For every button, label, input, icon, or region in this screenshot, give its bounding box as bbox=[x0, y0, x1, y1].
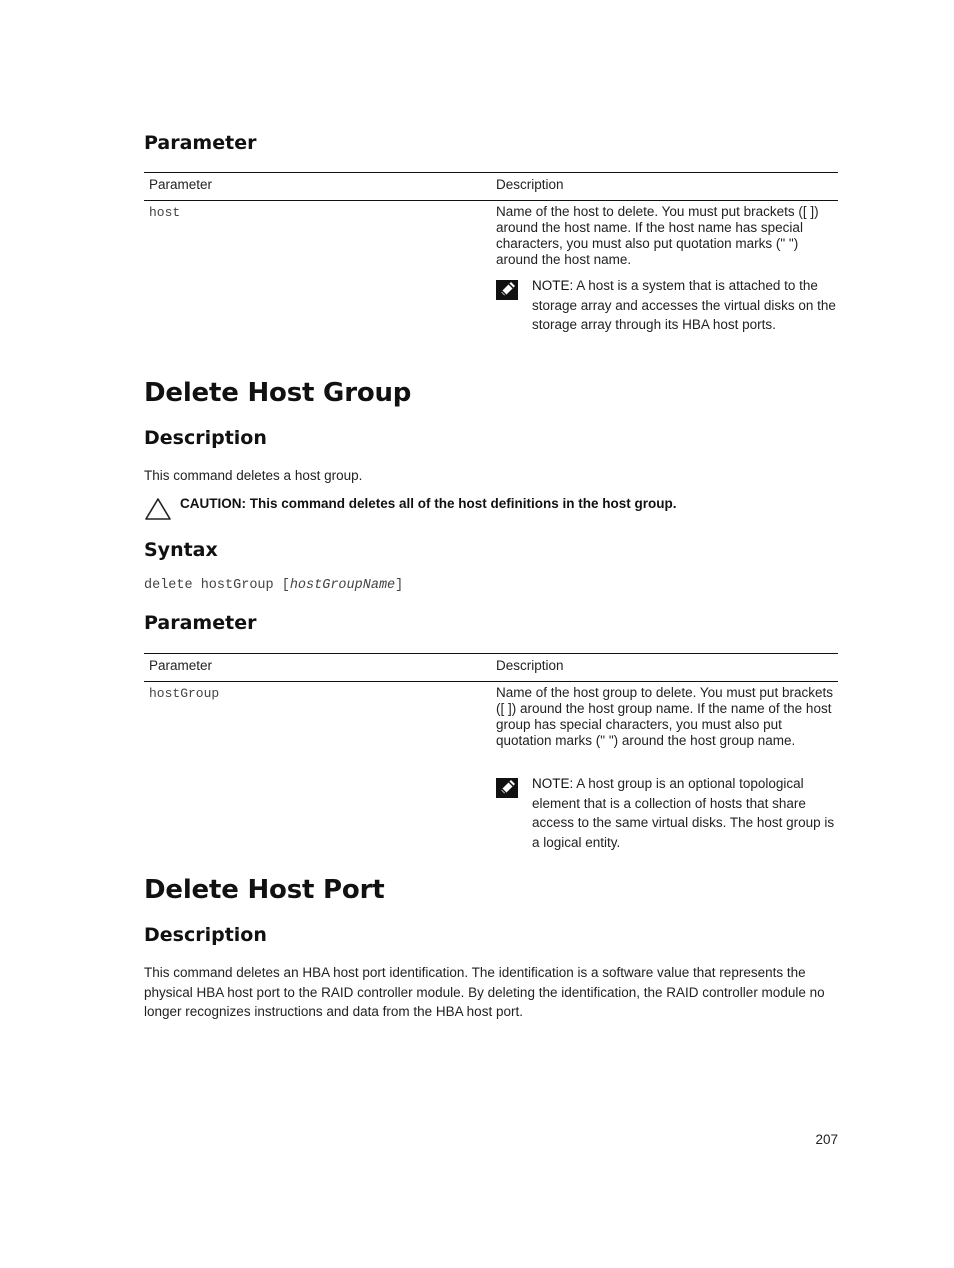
table-header-parameter: Parameter bbox=[149, 177, 213, 192]
section-title-delete-host-group: Delete Host Group bbox=[144, 378, 412, 408]
table-top-rule bbox=[144, 172, 838, 173]
table-header-description: Description bbox=[496, 658, 564, 673]
syntax-prefix: delete hostGroup [ bbox=[144, 578, 290, 593]
description-heading: Description bbox=[144, 427, 267, 449]
note-label: NOTE: bbox=[532, 776, 574, 791]
note-text bbox=[532, 774, 844, 852]
description-text: This command deletes a host group. bbox=[144, 468, 363, 483]
syntax-suffix: ] bbox=[395, 578, 404, 593]
parameter-heading: Parameter bbox=[144, 132, 257, 154]
parameter-name: hostGroup bbox=[149, 686, 220, 701]
parameter-description: Name of the host group to delete. You must put brackets ([ ]) around the host group name. If the name of the host group has special characters, you must also put quotation marks (" ") around the host group name. bbox=[496, 685, 833, 748]
note-text bbox=[532, 276, 844, 335]
table-header-parameter: Parameter bbox=[149, 658, 213, 673]
note-pencil-icon bbox=[496, 778, 518, 798]
section-title-delete-host-port: Delete Host Port bbox=[144, 875, 385, 905]
table-header-rule bbox=[144, 200, 838, 201]
caution-text: CAUTION: This command deletes all of the host definitions in the host group. bbox=[180, 496, 677, 511]
page-number: 207 bbox=[815, 1132, 838, 1147]
note-label: NOTE: bbox=[532, 278, 574, 293]
table-header-rule bbox=[144, 681, 838, 682]
description-heading: Description bbox=[144, 924, 267, 946]
note-body: A host group is an optional topological element that is a collection of hosts that share access to the same virtual disks. The host group is a logical entity. bbox=[532, 776, 835, 850]
caution-triangle-icon bbox=[144, 497, 172, 521]
parameter-name: host bbox=[149, 205, 181, 220]
table-header-description: Description bbox=[496, 177, 564, 192]
parameter-heading: Parameter bbox=[144, 612, 257, 634]
description-text: This command deletes an HBA host port identification. The identification is a software value that represents the physical HBA host port to the RAID controller module. By deleting the identification, the RAID controller module no longer recognizes instructions and data from the HBA host port. bbox=[144, 965, 825, 1019]
parameter-table-host bbox=[144, 172, 838, 362]
table-top-rule bbox=[144, 653, 838, 654]
syntax-code bbox=[144, 578, 403, 593]
parameter-table-host-group bbox=[144, 653, 838, 853]
note-pencil-icon bbox=[496, 280, 518, 300]
syntax-heading: Syntax bbox=[144, 539, 218, 561]
parameter-description: Name of the host to delete. You must put brackets ([ ]) around the host name. If the host name has special characters, you must also put quotation marks (" ") around the host name. bbox=[496, 204, 819, 267]
syntax-param: hostGroupName bbox=[289, 578, 396, 593]
note-body: A host is a system that is attached to the storage array and accesses the virtual disks on the storage array through its HBA host ports. bbox=[532, 278, 836, 332]
